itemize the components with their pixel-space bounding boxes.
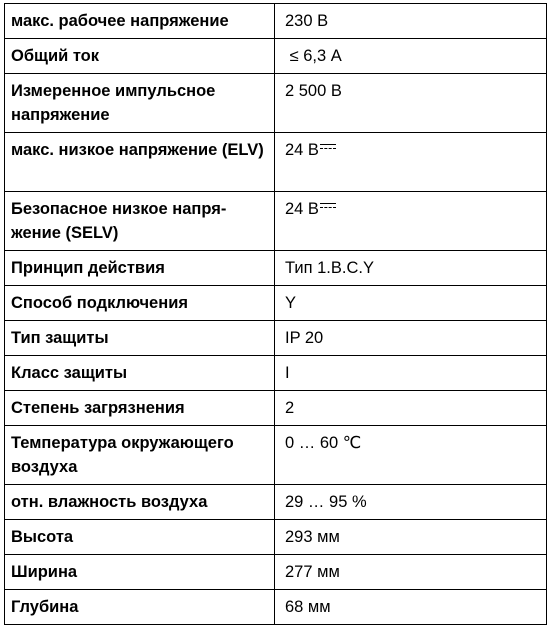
table-row	[5, 426, 547, 485]
spec-label-ambient-temperature: Температура окружающего воздуха	[5, 426, 275, 485]
spec-value-relative-humidity: 29 … 95 %	[275, 485, 547, 520]
spec-value-protection-class: I	[275, 356, 547, 391]
spec-label-relative-humidity: отн. влажность воздуха	[5, 485, 275, 520]
table-row	[5, 485, 547, 520]
spec-value-text: 24 В	[285, 200, 319, 218]
table-row	[5, 4, 547, 39]
table-row	[5, 555, 547, 590]
spec-label-width: Ширина	[5, 555, 275, 590]
spec-label-height: Высота	[5, 520, 275, 555]
table-row	[5, 133, 547, 192]
table-row	[5, 321, 547, 356]
table-row	[5, 590, 547, 625]
spec-value-connection-method: Y	[275, 286, 547, 321]
spec-label-operating-principle: Принцип действия	[5, 251, 275, 286]
dc-current-symbol-icon	[320, 201, 336, 211]
table-row	[5, 520, 547, 555]
table-row	[5, 39, 547, 74]
spec-value-rated-impulse-voltage: 2 500 В	[275, 74, 547, 133]
spec-label-rated-impulse-voltage: Измеренное импульсное напряжение	[5, 74, 275, 133]
spec-label-safety-extra-low-voltage: Безопасное низкое напря-жение (SELV)	[5, 192, 275, 251]
spec-label-protection-type: Тип защиты	[5, 321, 275, 356]
spec-label-max-operating-voltage: макс. рабочее напряжение	[5, 4, 275, 39]
spec-value-text: 24 В	[285, 141, 319, 159]
spec-value-max-operating-voltage: 230 В	[275, 4, 547, 39]
table-row	[5, 192, 547, 251]
spec-value-ambient-temperature: 0 … 60 ℃	[275, 426, 547, 485]
table-row	[5, 356, 547, 391]
spec-label-total-current: Общий ток	[5, 39, 275, 74]
dc-current-symbol-icon	[320, 142, 336, 152]
spec-value-height: 293 мм	[275, 520, 547, 555]
spec-label-protection-class: Класс защиты	[5, 356, 275, 391]
spec-value-safety-extra-low-voltage	[275, 192, 547, 251]
technical-specs-table	[4, 3, 547, 625]
spec-label-depth: Глубина	[5, 590, 275, 625]
table-row	[5, 391, 547, 426]
spec-value-operating-principle: Тип 1.B.C.Y	[275, 251, 547, 286]
table-row	[5, 251, 547, 286]
spec-label-connection-method: Способ подключения	[5, 286, 275, 321]
table-row	[5, 74, 547, 133]
spec-label-max-extra-low-voltage: макс. низкое напряжение (ELV)	[5, 133, 275, 192]
spec-value-total-current: ≤ 6,3 А	[275, 39, 547, 74]
spec-value-depth: 68 мм	[275, 590, 547, 625]
table-row	[5, 286, 547, 321]
spec-value-pollution-degree: 2	[275, 391, 547, 426]
spec-value-max-extra-low-voltage	[275, 133, 547, 192]
spec-label-pollution-degree: Степень загрязнения	[5, 391, 275, 426]
spec-value-protection-type: IP 20	[275, 321, 547, 356]
spec-value-width: 277 мм	[275, 555, 547, 590]
